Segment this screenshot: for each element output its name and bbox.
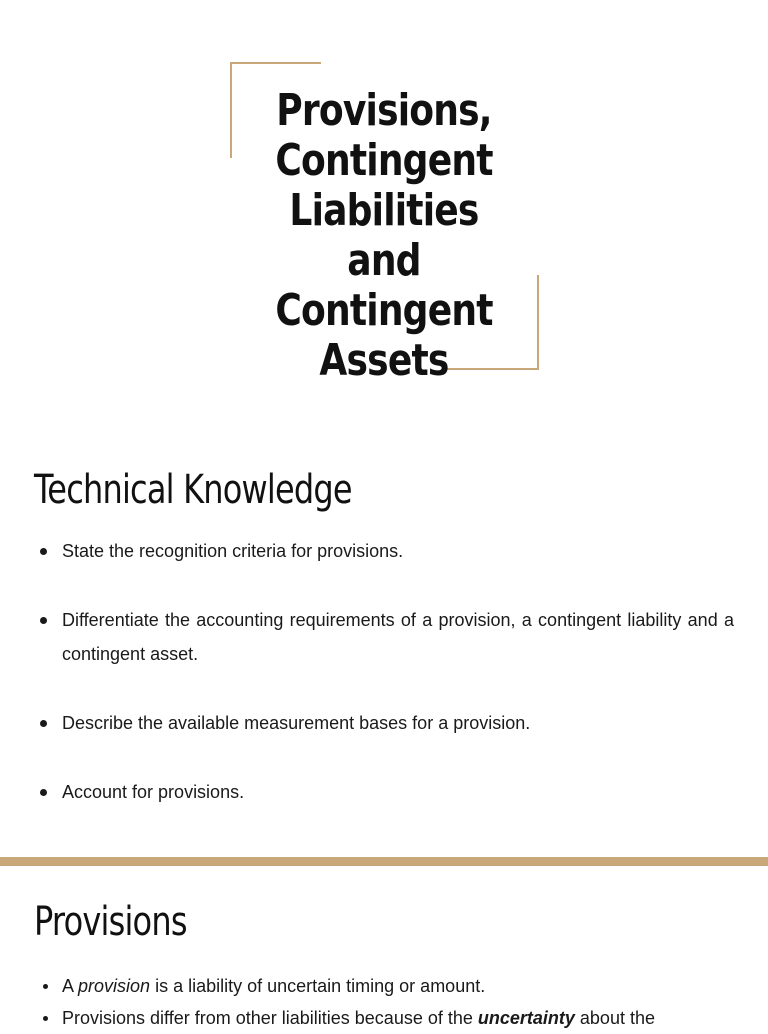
bullet-icon [43, 1016, 48, 1021]
bullet-icon [40, 617, 47, 624]
emphasis-term-text: uncertainty [477, 1008, 575, 1028]
list-item-text: Differentiate the accounting requirements of a provision, a contingent liability and a contingent asset. [62, 610, 734, 664]
title-line: Assets [319, 335, 449, 386]
list-item [34, 603, 734, 671]
text-segment: is a liability of uncertain timing or amount. [150, 976, 486, 996]
list-item [34, 706, 734, 740]
corner-frame-top-left-vertical [230, 62, 232, 158]
list-item-text: Describe the available measurement bases for a provision. [62, 713, 531, 733]
bullet-icon [40, 789, 47, 796]
text-segment: about the [574, 1008, 655, 1028]
bullet-icon [40, 548, 47, 555]
emphasis-term [478, 1008, 575, 1028]
provisions-list [34, 970, 734, 1034]
section-heading: Provisions [34, 899, 187, 945]
list-item [34, 775, 734, 809]
title-line: Provisions, [276, 85, 492, 136]
emphasis-term: provision [78, 976, 151, 996]
provisions-section [34, 898, 734, 1028]
text-segment: A [62, 976, 79, 996]
title-line: Liabilities and [289, 185, 479, 286]
list-item-text: Account for provisions. [62, 782, 245, 802]
text-segment: Provisions differ from other liabilities because of the [62, 1008, 478, 1028]
list-item [34, 534, 734, 568]
section-heading: Technical Knowledge [34, 467, 352, 513]
section-divider [0, 857, 768, 866]
page-title [261, 86, 507, 386]
title-slide [0, 0, 768, 400]
list-item [34, 1002, 734, 1034]
bullet-icon [40, 720, 47, 727]
technical-knowledge-list [34, 534, 734, 844]
bullet-icon [43, 984, 48, 989]
list-item-text: State the recognition criteria for provisions. [62, 541, 404, 561]
list-item [34, 970, 734, 1002]
title-line: Contingent [275, 135, 493, 186]
corner-frame-bottom-right-vertical [537, 275, 539, 370]
technical-knowledge-section [34, 466, 734, 802]
title-line: Contingent [275, 285, 493, 336]
corner-frame-top-left [230, 62, 321, 64]
